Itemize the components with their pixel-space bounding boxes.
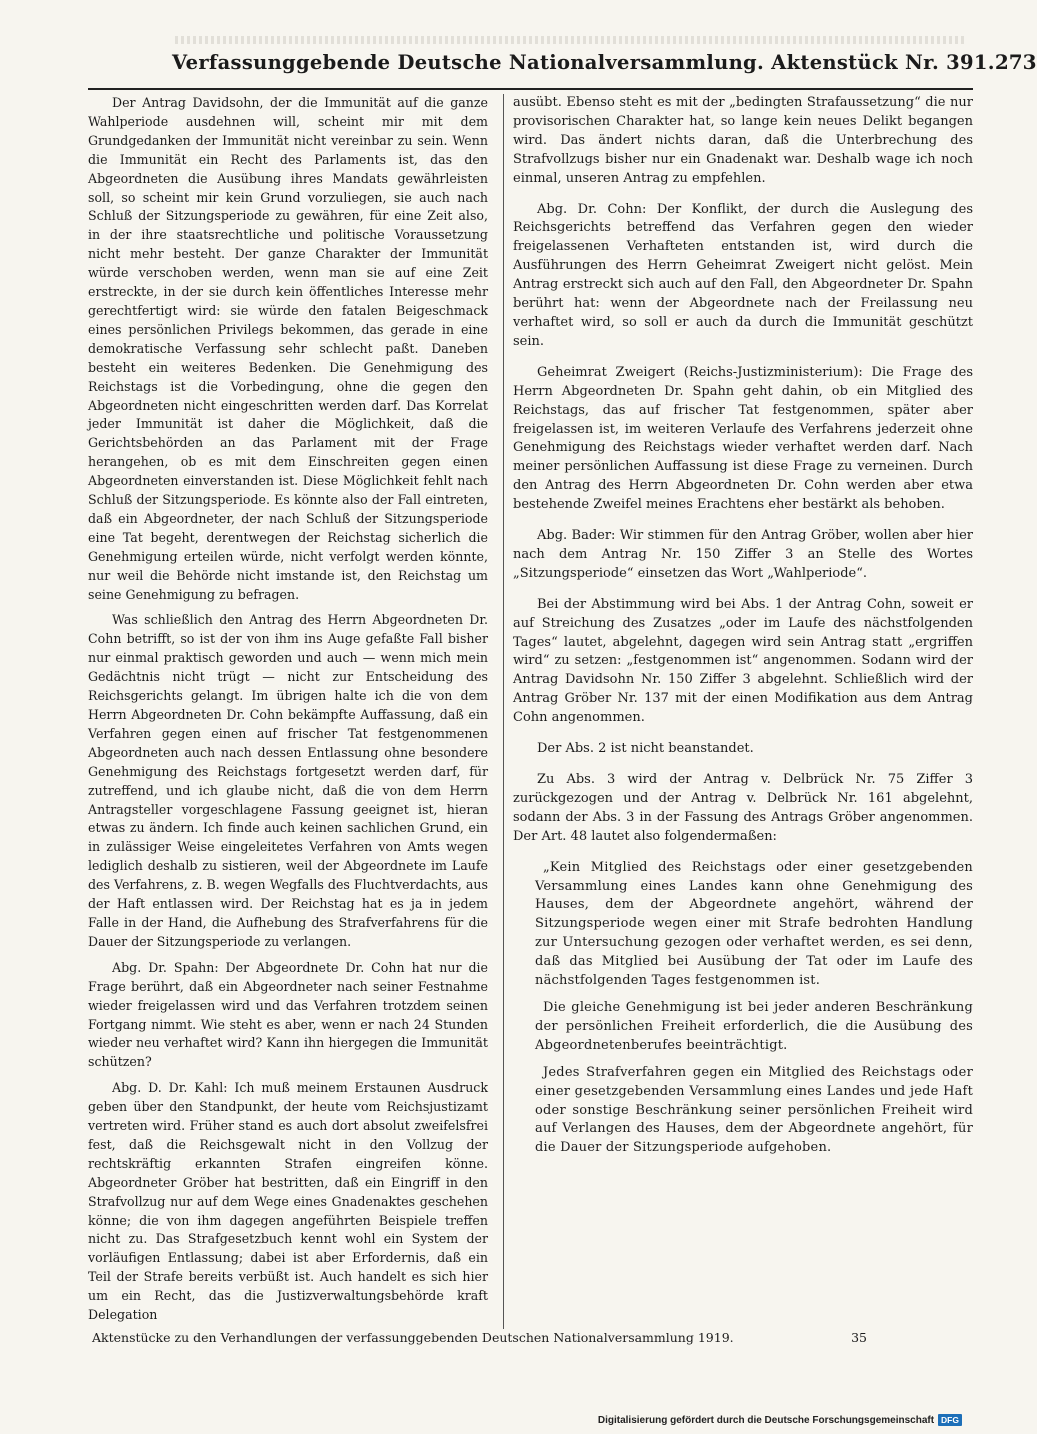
article-quote: [513, 859, 973, 1159]
column-divider: [503, 94, 504, 1329]
paragraph: Geheimrat Zweigert (Reichs-Justizministerium): Die Frage des Herrn Abgeordneten Dr. Spahn geht dahin, ob ein Mitglied des Reichstags, das auf frischer Tat festgenommen, später aber freigelassen ist, im weiteren Verlaufe des Verfahrens jederzeit ohne Genehmigung des Reichstags wieder verhaftet werden darf. Nach meiner persönlichen Auffassung ist diese Frage zu verneinen. Durch den Antrag des Herrn Abgeordneten Dr. Cohn werden aber etwa bestehende Zweifel meines Erachtens eher bestärkt als behoben.: [513, 364, 973, 513]
paragraph: Was schließlich den Antrag des Herrn Abgeordneten Dr. Cohn betrifft, so ist der von ihm ins Auge gefaßte Fall bisher nur einmal praktisch geworden und auch — wenn mich mein Gedächtnis nicht trügt — nicht zur Entscheidung des Reichsgerichts gelangt. Im übrigen halte ich die von dem Herrn Abgeordneten Dr. Cohn bekämpfte Auffassung, daß ein Verfahren gegen einen auf frischer Tat festgenommenen Abgeordneten auch nach dessen Entlassung ohne besondere Genehmigung des Reichstags fortgesetzt werden darf, für zutreffend, und ich glaube nicht, daß die von dem Herrn Antragsteller vorgeschlagene Fassung geeignet ist, hieran etwas zu ändern. Ich finde auch keinen sachlichen Grund, ein in zulässiger Weise eingeleitetes Verfahren von Amts wegen lediglich deshalb zu sistieren, weil der Abgeordnete im Laufe des Verfahrens, z. B. wegen Wegfalls des Fluchtverdachts, aus der Haft entlassen wird. Der Reichstag hat es ja in jedem Falle in der Hand, die Aufhebung des Strafverfahrens für die Dauer der Sitzungsperiode zu verlangen.: [88, 612, 488, 949]
digitization-credit: [598, 1414, 962, 1426]
page-footer: [92, 1330, 972, 1345]
running-title: Verfassunggebende Deutsche Nationalversammlung. Aktenstück Nr. 391.: [172, 51, 995, 74]
paragraph: Abg. D. Dr. Kahl: Ich muß meinem Erstaunen Ausdruck geben über den Standpunkt, der heute vom Reichsjustizamt vertreten wird. Früher stand es auch dort absolut zweifelsfrei fest, daß die Reichsgewalt nicht in den Vollzug der rechtskräftig erkannten Strafen eingreifen könne. Abgeordneter Gröber hat bestritten, daß ein Eingriff in den Strafvollzug nur auf dem Wege eines Gnadenaktes geschehen könne; die von ihm dagegen angeführten Beispiele treffen nicht zu. Das Strafgesetzbuch kennt wohl ein System der vorläufigen Entlassung; dabei ist aber Erfordernis, daß ein Teil der Strafe bereits verbüßt ist. Auch handelt es sich hier um ein Recht, das die Justizverwaltungsbehörde kraft Delegation: [88, 1080, 488, 1323]
quote-paragraph: „Kein Mitglied des Reichstags oder einer gesetzgebenden Versammlung eines Landes kann ohne Genehmigung des Hauses, dem der Abgeordnete angehört, während der Sitzungsperiode wegen einer mit Strafe bedrohten Handlung zur Untersuchung gezogen oder verhaftet werden, es sei denn, daß das Mitglied bei Ausübung der Tat oder im Laufe des nächstfolgenden Tages festgenommen ist.: [535, 859, 973, 989]
paragraph: Der Abs. 2 ist nicht beanstandet.: [537, 741, 754, 757]
page-header: [172, 50, 1037, 86]
paragraph: Der Antrag Davidsohn, der die Immunität auf die ganze Wahlperiode ausdehnen will, scheint mir mit dem Grundgedanken der Immunität nicht vereinbar zu sein. Wenn die Immunität ein Recht des Parlaments ist, das den Abgeordneten die Ausübung ihres Mandats gewährleisten soll, so scheint mir kein Grund vorzuliegen, sie auch nach Schluß der Sitzungsperiode zu gewähren, für eine Zeit also, in der ihre staatsrechtliche und politische Voraussetzung nicht mehr besteht. Der ganze Charakter der Immunität würde verschoben werden, wenn man sie auf eine Zeit erstreckte, in der sie durch kein öffentliches Interesse mehr gerechtfertigt wird: sie würde den fatalen Beigeschmack eines persönlichen Privilegs bekommen, das gerade in eine demokratische Verfassung sehr schlecht paßt. Daneben besteht ein weiteres Bedenken. Die Genehmigung des Reichstags ist die Vorbedingung, ohne die gegen den Abgeordneten nicht eingeschritten werden darf. Das Korrelat jeder Immunität ist daher die Möglichkeit, daß die Gerichtsbehörden an das Parlament mit der Frage herangehen, ob es mit dem Einschreiten gegen einen Abgeordneten einverstanden ist. Diese Möglichkeit fehlt nach Schluß der Sitzungsperiode. Es könnte also der Fall eintreten, daß ein Abgeordneter, der nach Schluß der Sitzungsperiode eine Tat begeht, derentwegen der Reichstag sicherlich die Genehmigung erteilen würde, nicht verfolgt werden könnte, nur weil die Behörde nicht imstande ist, den Reichstag um seine Genehmigung zu befragen.: [88, 95, 488, 602]
paragraph: Bei der Abstimmung wird bei Abs. 1 der Antrag Cohn, soweit er auf Streichung des Zusatzes „oder im Laufe des nächstfolgenden Tages“ lautet, abgelehnt, dagegen wird sein Antrag statt „ergriffen wird“ zu setzen: „festgenommen ist“ angenommen. Sodann wird der Antrag Davidsohn Nr. 150 Ziffer 3 abgelehnt. Schließlich wird der Antrag Gröber Nr. 137 mit der einen Modifikation aus dem Antrag Cohn angenommen.: [513, 596, 973, 726]
dfg-logo-icon: DFG: [938, 1414, 962, 1426]
sheet-number: 35: [851, 1330, 867, 1345]
paragraph: Abg. Dr. Cohn: Der Konflikt, der durch die Auslegung des Reichsgerichts betreffend das Verfahren gegen den wieder freigelassenen Verhafteten entstanden ist, wird durch die Ausführungen des Herrn Geheimrat Zweigert nicht gelöst. Mein Antrag erstreckt sich auch auf den Fall, den Abgeordneter Dr. Spahn berührt hat: wenn der Abgeordnete nach der Freilassung neu verhaftet wird, so soll er auch da durch die Immunität geschützt sein.: [513, 201, 973, 349]
paragraph: Zu Abs. 3 wird der Antrag v. Delbrück Nr. 75 Ziffer 3 zurückgezogen und der Antrag v. Delbrück Nr. 161 abgelehnt, sodann der Abs. 3 in der Fassung des Antrags Gröber angenommen. Der Art. 48 lautet also folgendermaßen:: [513, 772, 973, 844]
paragraph: Abg. Bader: Wir stimmen für den Antrag Gröber, wollen aber hier nach dem Antrag Nr. 150 Ziffer 3 an Stelle des Wortes „Sitzungsperiode“ einsetzen das Wort „Wahlperiode“.: [513, 528, 973, 581]
scan-artifact: [175, 36, 965, 44]
right-column: [513, 94, 973, 1166]
page-number: 273: [994, 50, 1037, 74]
header-divider: [88, 88, 973, 90]
quote-paragraph: Die gleiche Genehmigung ist bei jeder anderen Beschränkung der persönlichen Freiheit erforderlich, die die Ausübung des Abgeordnetenberufes beeinträchtigt.: [535, 999, 973, 1053]
paragraph: Abg. Dr. Spahn: Der Abgeordnete Dr. Cohn hat nur die Frage berührt, daß ein Abgeordneter nach seiner Festnahme wieder freigelassen wird und das Verfahren trotzdem seinen Fortgang nimmt. Wie steht es aber, wenn er nach 24 Stunden wieder neu verhaftet wird? Kann ihn hiergegen die Immunität schützen?: [88, 959, 488, 1070]
left-column: [88, 94, 488, 1332]
paragraph: ausübt. Ebenso steht es mit der „bedingten Strafaussetzung“ die nur provisorischen Charakter hat, so lange kein neues Delikt begangen wird. Das ändert nichts daran, daß die Unterbrechung des Strafvollzugs bisher nur ein Gnadenakt war. Deshalb wage ich noch einmal, unseren Antrag zu empfehlen.: [513, 95, 973, 186]
credit-text: Digitalisierung gefördert durch die Deutsche Forschungsgemeinschaft: [597, 1414, 935, 1426]
quote-paragraph: Jedes Strafverfahren gegen ein Mitglied des Reichstags oder einer gesetzgebenden Versammlung eines Landes und jede Haft oder sonstige Beschränkung seiner persönlichen Freiheit wird auf Verlangen des Hauses, dem der Abgeordnete angehört, für die Dauer der Sitzungsperiode aufgehoben.: [535, 1064, 973, 1156]
footer-note: Aktenstücke zu den Verhandlungen der verfassunggebenden Deutschen Nationalversammlung 1919.: [92, 1330, 734, 1345]
